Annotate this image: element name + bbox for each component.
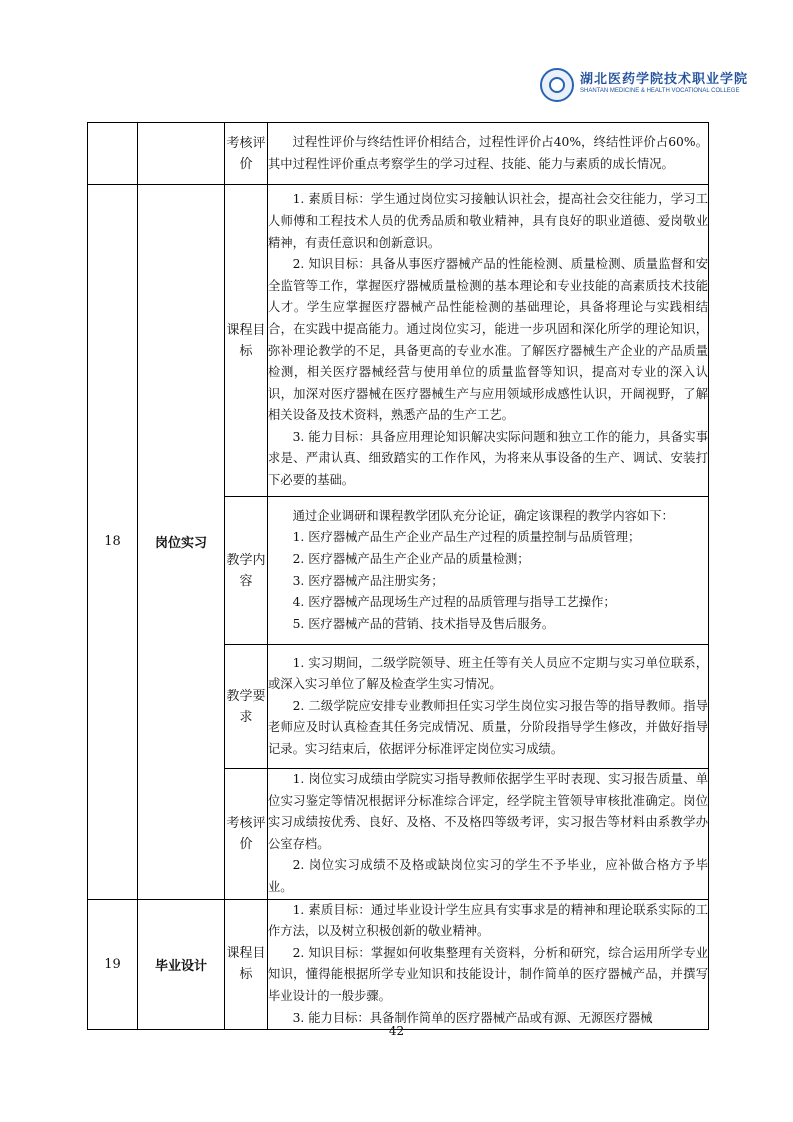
school-name: 湖北医药学院技术职业学院 (580, 72, 749, 87)
course-number: 18 (88, 185, 138, 900)
page-number: 42 (388, 1024, 405, 1038)
table-row (88, 185, 709, 497)
school-logo (540, 68, 749, 104)
list-item: 1. 医疗器械产品生产企业产品生产过程的质量控制与品质管理； (292, 530, 641, 545)
row-label: 课程目标 (225, 185, 268, 497)
requirements-content: 1. 实习期间，二级学院领导、班主任等有关人员应不定期与实习单位联系，或深入实习单位了解及检查学生实习情况。 2. 二级学院应安排专业教师担任实习学生岗位实习报告等的指导教师。指导老师应及时认真检查其任务完成情况、质量，分阶段指导学生修改，并做好指导记录。实习结束后，依据评分标准评定岗位实习成绩。 (268, 645, 709, 769)
table-row (88, 899, 709, 1030)
table-row (88, 123, 709, 185)
goals-content: 1. 素质目标：学生通过岗位实习接触认识社会，提高社会交往能力，学习工人师傅和工程技术人员的优秀品质和敬业精神，具有良好的职业道德、爱岗敬业精神，有责任意识和创新意识。 2. 知识目标：具备从事医疗器械产品的性能检测、质量检测、质量监督和安全监管等工作，掌握医疗器械质量检测的基本理论和专业技能的高素质技术技能人才。学生应掌握医疗器械产品性能检测的基础理论，具备将理论与实践相结合，在实践中提高能力。通过岗位实习，能进一步巩固和深化所学的理论知识，弥补理论教学的不足，具备更高的专业水准。了解医疗器械生产企业的产品质量检测，相关医疗器械经营与使用单位的质量监督等知识，提高对专业的深入认识，加深对医疗器械在医疗器械生产与应用领域形成感性认识，开阔视野，了解相关设备及技术资料，熟悉产品的生产工艺。 3. 能力目标：具备应用理论知识解决实际问题和独立工作的能力，具备实事求是、严肃认真、细致踏实的工作作风，为将来从事设备的生产、调试、安装打下必要的基础。 (268, 185, 709, 497)
teaching-content: 通过企业调研和课程教学团队充分论证，确定该课程的教学内容如下： 1. 医疗器械产品生产企业产品生产过程的质量控制与品质管理； 2. 医疗器械产品生产企业产品的质量检测； 3. 医疗器械产品注册实务； 4. 医疗器械产品现场生产过程的品质管理与指导工艺操作； 5. 医疗器械产品的营销、技术指导及售后服务。 (268, 497, 709, 645)
list-item: 5. 医疗器械产品的营销、技术指导及售后服务。 (292, 616, 555, 631)
course-number-cell (88, 123, 138, 185)
curriculum-table (87, 122, 709, 1030)
school-seal-icon (540, 68, 574, 102)
assessment-content: 1. 岗位实习成绩由学院实习指导教师依据学生平时表现、实习报告质量、单位实习鉴定等情况根据评分标准综合评定，经学院主管领导审核批准确定。岗位实习成绩按优秀、良好、及格、不及格四等级考评，实习报告等材料由系教学办公室存档。 2. 岗位实习成绩不及格或缺岗位实习的学生不予毕业，应补做合格方予毕业。 (268, 769, 709, 900)
list-item: 3. 医疗器械产品注册实务； (292, 573, 444, 588)
course-number: 19 (88, 899, 138, 1030)
course-name-cell (138, 123, 225, 185)
course-name: 毕业设计 (138, 899, 225, 1030)
list-item: 2. 医疗器械产品生产企业产品的质量检测； (292, 551, 530, 566)
row-label: 考核评价 (225, 769, 268, 900)
goals-content: 1. 素质目标：通过毕业设计学生应具有实事求是的精神和理论联系实际的工作方法，以及树立积极创新的敬业精神。 2. 知识目标：掌握如何收集整理有关资料，分析和研究，综合运用所学专业知识，懂得能根据所学专业知识和技能设计，制作简单的医疗器械产品，并撰写毕业设计的一般步骤。 3. 能力目标：具备制作简单的医疗器械产品或有源、无源医疗器械 (268, 899, 709, 1030)
row-label: 考核评价 (225, 123, 268, 185)
list-item: 4. 医疗器械产品现场生产过程的品质管理与指导工艺操作； (292, 595, 616, 610)
row-label: 教学内容 (225, 497, 268, 645)
school-name-en: SHANTAN MEDICINE & HEALTH VOCATIONAL COLLEGE (580, 88, 740, 94)
assessment-content: 过程性评价与终结性评价相结合，过程性评价占40%，终结性评价占60%。其中过程性评价重点考察学生的学习过程、技能、能力与素质的成长情况。 (268, 123, 709, 185)
row-label: 课程目标 (225, 899, 268, 1030)
row-label: 教学要求 (225, 645, 268, 769)
course-name: 岗位实习 (138, 185, 225, 900)
